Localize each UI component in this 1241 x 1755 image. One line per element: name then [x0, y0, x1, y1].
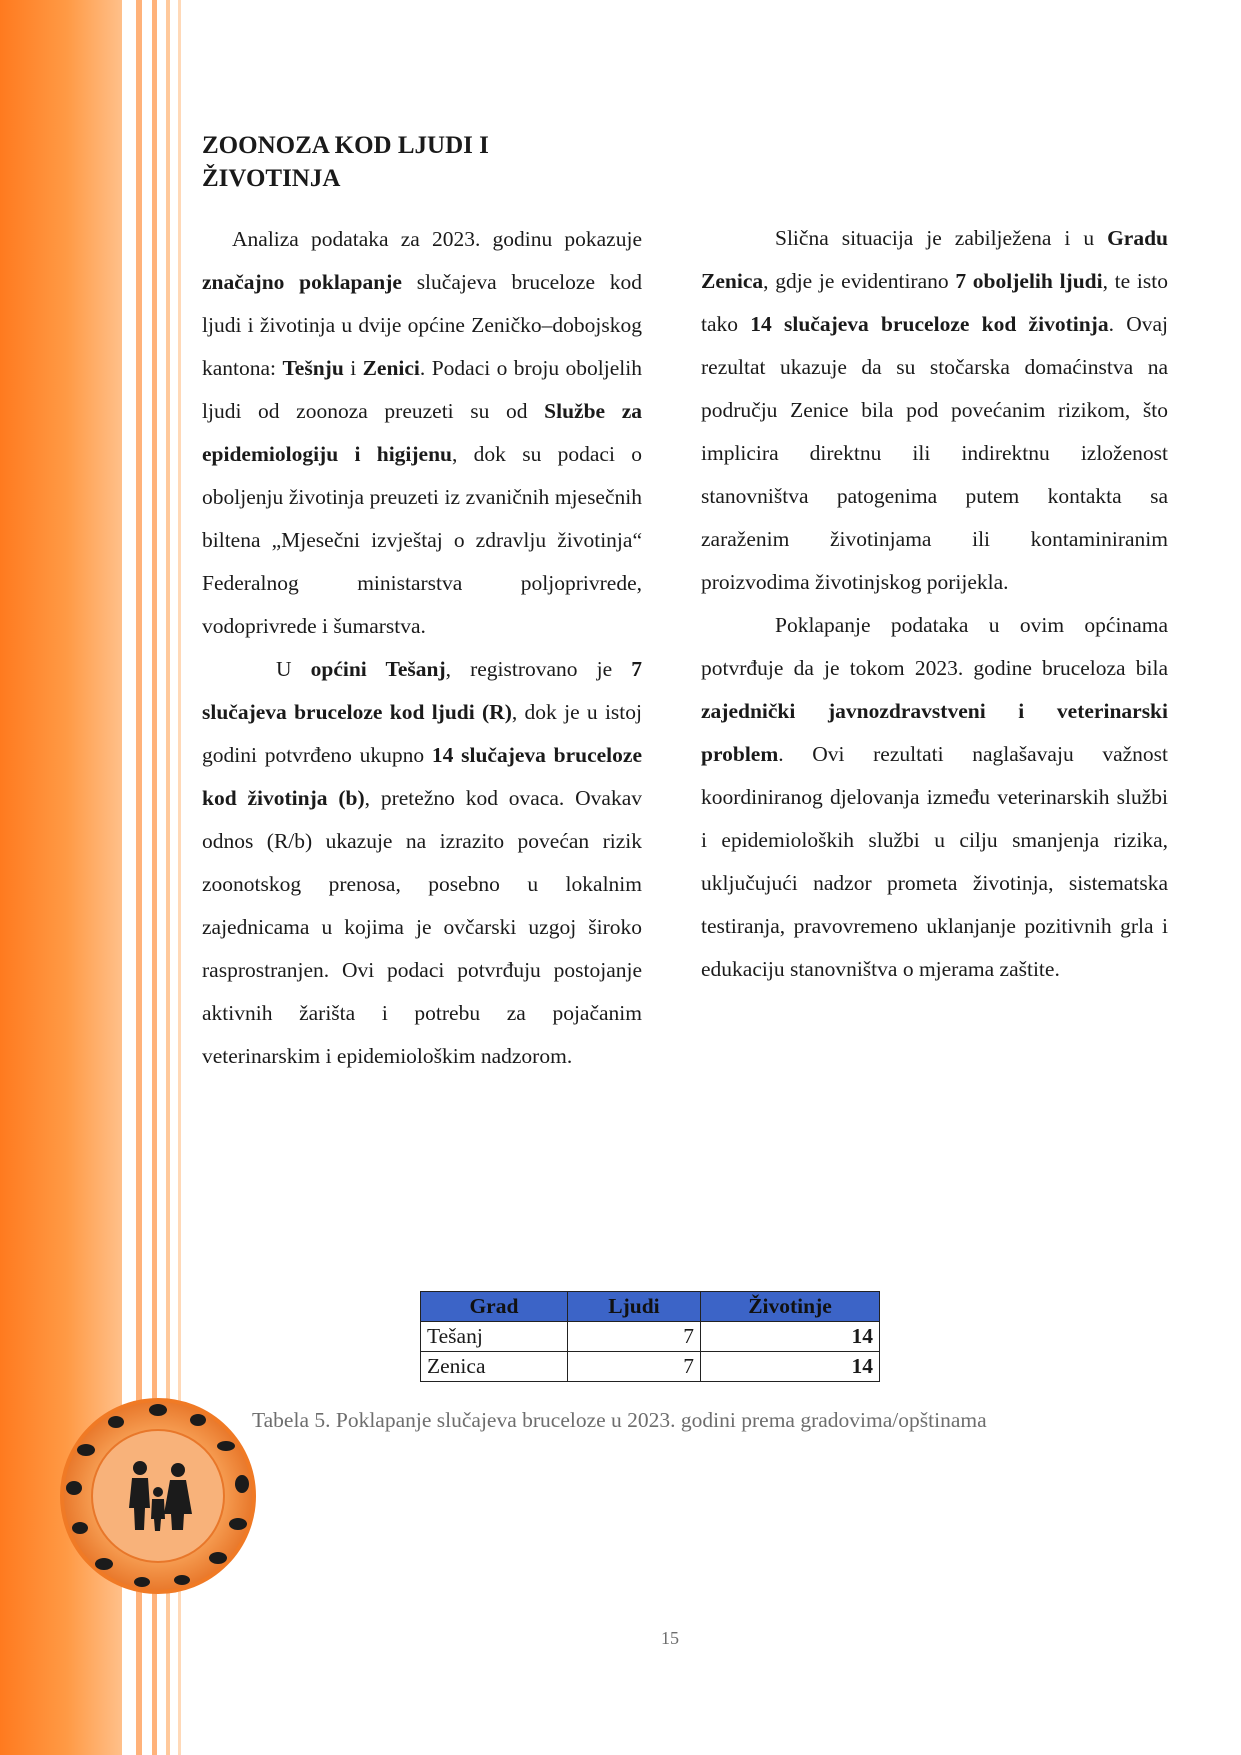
paragraph: [701, 604, 1168, 991]
bold-text: Zenici: [362, 356, 420, 380]
text-run: Poklapanje podataka u ovim općinama potvrđuje da je tokom 2023. godine bruceloza bila: [701, 613, 1168, 680]
cell-ljudi: 7: [567, 1352, 700, 1382]
cell-grad: Zenica: [421, 1352, 568, 1382]
text-run: , pretežno kod ovaca. Ovakav odnos (R/b) ukazuje na izrazito povećan rizik zoonotskog prenosa, posebno u lokalnim zajednicama u kojima je ovčarski uzgoj široko rasprostranjen. Ovi podaci potvrđuju postojanje aktivnih žarišta i potrebu za pojačanim veterinarskim i epidemiološkim nadzorom.: [202, 786, 642, 1068]
zoonosis-logo: [58, 1396, 258, 1596]
paragraph: [701, 217, 1168, 604]
right-column: [701, 217, 1168, 991]
bold-text: zajednički javnozdravstveni i veterinarski problem: [701, 699, 1168, 766]
bold-text: 14 slučajeva bruceloze kod životinja (b): [202, 743, 642, 810]
section-heading: ZOONOZA KOD LJUDI I ŽIVOTINJA: [202, 132, 489, 192]
cases-table: [420, 1291, 880, 1382]
cell-zivotinje: 14: [700, 1352, 879, 1382]
bold-text: Gradu Zenica: [701, 226, 1168, 293]
text-run: Analiza podataka za 2023. godinu pokazuje: [232, 227, 642, 251]
cell-grad: Tešanj: [421, 1322, 568, 1352]
text-run: U: [276, 657, 311, 681]
text-run: . Ovi rezultati naglašavaju važnost koordiniranog djelovanja između veterinarskih službi i epidemioloških službi u cilju smanjenja rizika, uključujući nadzor prometa životinja, sistematska testiranja, pravovremeno uklanjanje pozitivnih grla i edukaciju stanovništva o mjerama zaštite.: [701, 742, 1168, 981]
paragraph: [202, 648, 642, 1078]
bold-text: 7 oboljelih ljudi: [955, 269, 1103, 293]
bold-text: Tešnju: [282, 356, 344, 380]
text-run: . Podaci o broju oboljelih ljudi od zoonoza preuzeti su od: [202, 356, 642, 423]
cell-ljudi: 7: [567, 1322, 700, 1352]
text-run: . Ovaj rezultat ukazuje da su stočarska domaćinstva na području Zenice bila pod povećanim rizikom, što implicira direktnu ili indirektnu izloženost stanovništva patogenima putem kontakta sa zaraženim životinjama ili kontaminiranim proizvodima životinjskog porijekla.: [701, 312, 1168, 594]
page-number: 15: [661, 1628, 679, 1648]
table-caption: Tabela 5. Poklapanje slučajeva bruceloze u 2023. godini prema gradovima/opštinama: [252, 1408, 987, 1432]
bold-text: 14 slučajeva bruceloze kod životinja: [750, 312, 1109, 336]
text-run: Slična situacija je zabilježena i u: [775, 226, 1108, 250]
text-run: , gdje je evidentirano: [763, 269, 956, 293]
text-run: slučajeva bruceloze kod ljudi i životinja u dvije općine Zeničko–dobojskog kantona:: [202, 270, 642, 380]
table-row: [421, 1322, 880, 1352]
cell-zivotinje: 14: [700, 1322, 879, 1352]
bold-text: značajno poklapanje: [202, 270, 402, 294]
bold-text: Službe za epidemiologiju i higijenu: [202, 399, 642, 466]
text-run: , registrovano je: [445, 657, 632, 681]
text-run: i: [343, 356, 363, 380]
bold-text: općini Tešanj: [310, 657, 446, 681]
text-run: , te isto tako: [701, 269, 1168, 336]
paragraph: [202, 218, 642, 648]
table-row: [421, 1352, 880, 1382]
left-column: [202, 218, 642, 1078]
column-header-ljudi: Ljudi: [567, 1292, 700, 1322]
column-header-zivotinje: Životinje: [700, 1292, 879, 1322]
column-header-grad: Grad: [421, 1292, 568, 1322]
text-run: , dok je u istoj godini potvrđeno ukupno: [202, 700, 642, 767]
table-header-row: [421, 1292, 880, 1322]
text-run: , dok su podaci o oboljenju životinja preuzeti iz zvaničnih mjesečnih biltena „Mjesečni izvještaj o zdravlju životinja“ Federalnog ministarstva poljoprivrede, vodoprivrede i šumarstva.: [202, 442, 642, 638]
bold-text: 7 slučajeva bruceloze kod ljudi (R): [202, 657, 642, 724]
